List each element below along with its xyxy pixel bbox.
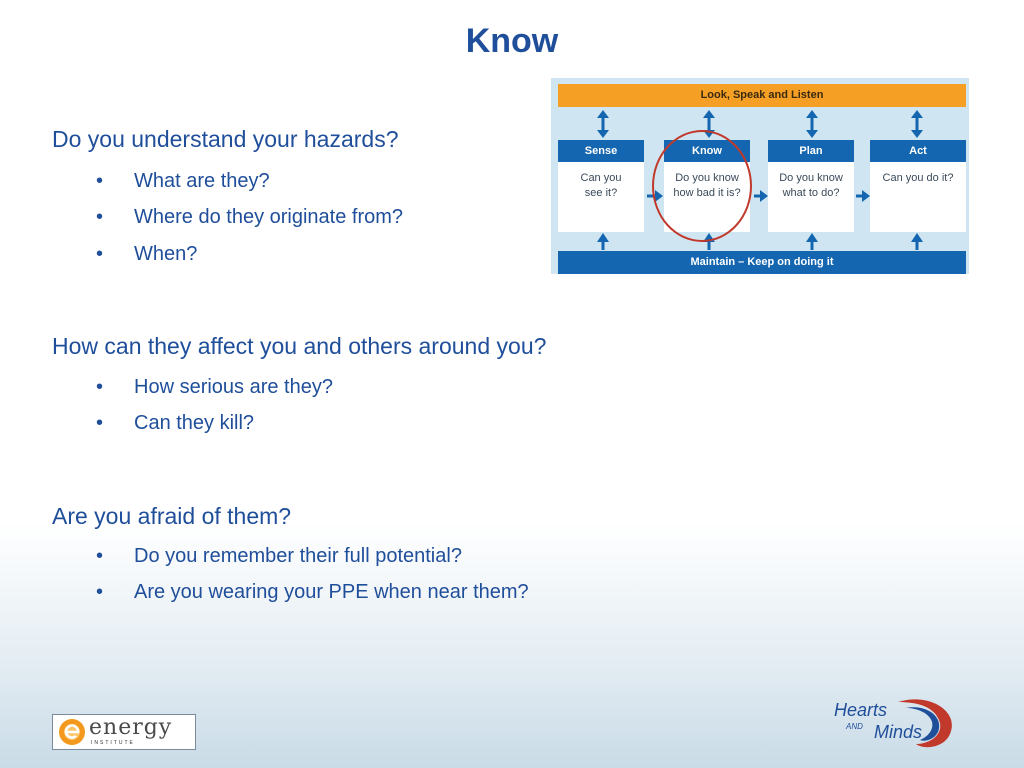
section-heading-affect: How can they affect you and others around you?	[52, 333, 547, 359]
bullet-item	[96, 412, 254, 435]
bullet-item	[96, 376, 333, 399]
bullet-item	[96, 243, 197, 266]
bullet-text: When?	[134, 243, 198, 265]
section-heading-hazards: Do you understand your hazards?	[52, 126, 399, 152]
column-head: Sense	[558, 140, 644, 162]
column-head: Act	[870, 140, 966, 162]
column-head: Plan	[768, 140, 854, 162]
energy-wordmark: energy	[89, 715, 173, 740]
bullet-text: Can they kill?	[134, 412, 255, 434]
bullet-text: How serious are they?	[134, 376, 333, 398]
process-diagram	[551, 78, 969, 274]
column-line: Can you do it?	[882, 172, 954, 184]
column-line: what to do?	[782, 187, 840, 199]
minds-wordmark: Minds	[874, 722, 923, 742]
bullet-icon: •	[96, 545, 104, 567]
bullet-icon: •	[96, 412, 104, 434]
energy-e-icon	[55, 715, 89, 749]
slide-title: Know	[465, 22, 559, 60]
bullet-item	[96, 581, 529, 604]
bullet-text: Are you wearing your PPE when near them?	[134, 581, 529, 603]
diagram-top-bar: Look, Speak and Listen	[558, 84, 966, 107]
column-line: Can you	[580, 172, 622, 184]
bullet-icon: •	[96, 206, 104, 228]
column-body	[768, 162, 854, 201]
bullet-icon: •	[96, 581, 104, 603]
column-line: how bad it is?	[673, 187, 741, 199]
hearts-wordmark: Hearts	[834, 700, 888, 720]
hearts-and-minds-logo	[820, 692, 970, 752]
highlight-circle	[652, 130, 752, 242]
bullet-item	[96, 545, 462, 568]
bullet-item	[96, 206, 403, 229]
bullet-text: Do you remember their full potential?	[134, 545, 462, 567]
diagram-bottom-bar: Maintain – Keep on doing it	[558, 251, 966, 274]
diagram-column-sense	[558, 140, 644, 232]
section-heading-afraid: Are you afraid of them?	[52, 503, 292, 529]
bullet-item	[96, 170, 270, 193]
energy-institute-logo	[52, 714, 196, 750]
bullet-text: Where do they originate from?	[134, 206, 404, 228]
bullet-text: What are they?	[134, 170, 270, 192]
column-body	[558, 162, 644, 201]
diagram-column-act	[870, 140, 966, 232]
column-body	[870, 162, 966, 186]
and-wordmark: AND	[846, 722, 863, 731]
bullet-icon: •	[96, 170, 104, 192]
bullet-icon: •	[96, 376, 104, 398]
column-line: Do you know	[675, 172, 739, 184]
column-line: Do you know	[779, 172, 843, 184]
bullet-icon: •	[96, 243, 104, 265]
institute-wordmark: INSTITUTE	[91, 740, 135, 746]
diagram-column-plan	[768, 140, 854, 232]
column-head: Know	[664, 140, 750, 162]
column-line: see it?	[584, 187, 618, 199]
